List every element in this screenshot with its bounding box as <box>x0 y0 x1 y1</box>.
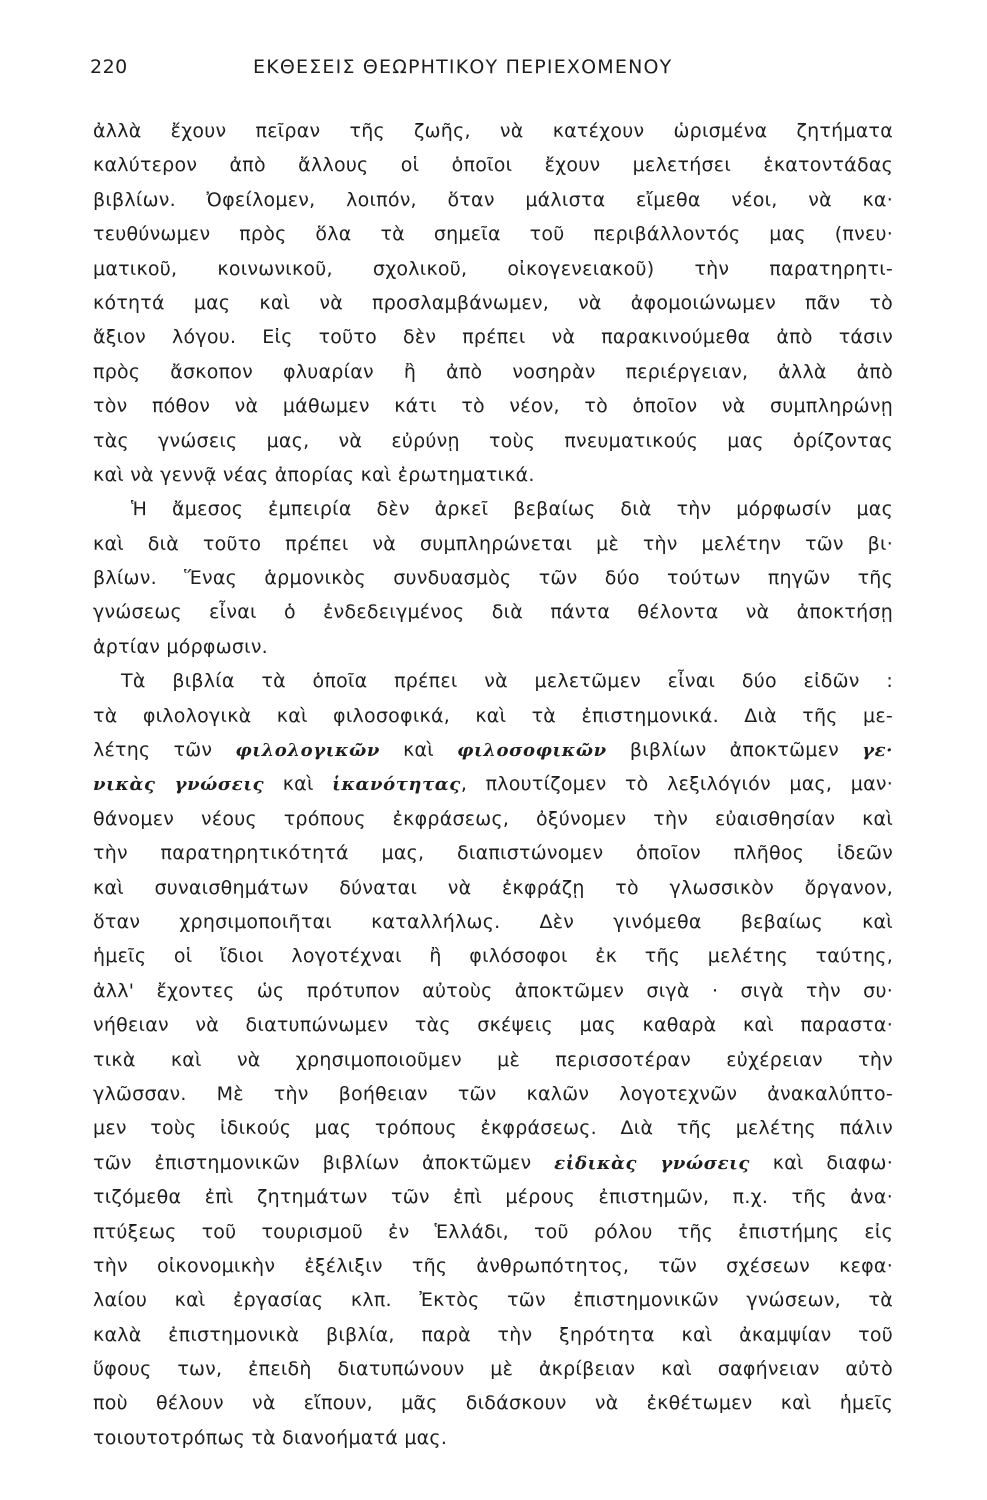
text-line: μεν τοὺς ἰδικούς μας τρόπους ἐκφράσεως. Διὰ τῆς μελέτης πάλιν <box>93 1117 893 1140</box>
text-line: ἄξιον λόγου. Εἰς τοῦτο δὲν πρέπει νὰ παρακινούμεθα ἀπὸ τάσιν <box>93 326 893 349</box>
text-line: καὶ συναισθημάτων δύναται νὰ ἐκφράζῃ τὸ γλωσσικὸν ὄργανον, <box>93 876 893 899</box>
text-line: λαίου καὶ ἐργασίας κλπ. Ἐκτὸς τῶν ἐπιστημονικῶν γνώσεων, τὰ <box>93 1289 893 1312</box>
text-line: ἀρτίαν μόρφωσιν. <box>93 635 268 658</box>
text-line: ματικοῦ, κοινωνικοῦ, σχολικοῦ, οἰκογενειακοῦ) τὴν παρατηρητι- <box>93 257 893 280</box>
text-run: καὶ <box>264 773 333 796</box>
emphasis-text: εἰδικὰς γνώσεις <box>554 1152 750 1174</box>
text-line: Τὰ βιβλία τὰ ὁποῖα πρέπει νὰ μελετῶμεν εἶναι δύο εἰδῶν : <box>121 670 893 693</box>
text-line: τευθύνωμεν πρὸς ὅλα τὰ σημεῖα τοῦ περιβάλλοντός μας (πνευ· <box>93 223 893 246</box>
text-run: τῶν ἐπιστημονικῶν βιβλίων ἀποκτῶμεν <box>93 1151 555 1174</box>
emphasis-text: γε· <box>862 740 893 762</box>
body-text <box>93 114 893 1455</box>
text-line: τικὰ καὶ νὰ χρησιμοποιοῦμεν μὲ περισσοτέραν εὐχέρειαν τὴν <box>93 1048 893 1071</box>
page-number: 220 <box>90 56 128 78</box>
emphasis-text: νικὰς γνώσεις <box>93 774 265 796</box>
text-line: καλὰ ἐπιστημονικὰ βιβλία, παρὰ τὴν ξηρότητα καὶ ἀκαμψίαν τοῦ <box>93 1323 893 1346</box>
text-line: ἡμεῖς οἱ ἴδιοι λογοτέχναι ἢ φιλόσοφοι ἐκ τῆς μελέτης ταύτης, <box>93 945 893 968</box>
text-line: τοιουτοτρόπως τὰ διανοήματά μας. <box>93 1426 448 1449</box>
text-line: γνώσεως εἶναι ὁ ἐνδεδειγμένος διὰ πάντα θέλοντα νὰ ἀποκτήσῃ <box>93 601 893 624</box>
text-line: κότητά μας καὶ νὰ προσλαμβάνωμεν, νὰ ἀφομοιώνωμεν πᾶν τὸ <box>93 291 893 314</box>
text-line: καὶ νὰ γεννᾷ νέας ἀπορίας καὶ ἐρωτηματικά. <box>93 463 535 486</box>
text-line: τὴν οἰκονομικὴν ἐξέλιξιν τῆς ἀνθρωπότητος, τῶν σχέσεων κεφα· <box>93 1254 893 1277</box>
text-line: Ἡ ἄμεσος ἐμπειρία δὲν ἀρκεῖ βεβαίως διὰ τὴν μόρφωσίν μας <box>131 498 893 521</box>
text-line: ὅταν χρησιμοποιῆται καταλλήλως. Δὲν γινόμεθα βεβαίως καὶ <box>93 910 893 933</box>
text-line: θάνομεν νέους τρόπους ἐκφράσεως, ὀξύνομεν τὴν εὐαισθησίαν καὶ <box>93 807 893 830</box>
text-line: τὴν παρατηρητικότητά μας, διαπιστώνομεν ὁποῖον πλῆθος ἰδεῶν <box>93 842 893 865</box>
text-line: βλίων. Ἕνας ἁρμονικὸς συνδυασμὸς τῶν δύο τούτων πηγῶν τῆς <box>93 567 893 590</box>
text-line: γλῶσσαν. Μὲ τὴν βοήθειαν τῶν καλῶν λογοτεχνῶν ἀνακαλύπτο- <box>93 1082 893 1105</box>
text-line: καλύτερον ἀπὸ ἄλλους οἱ ὁποῖοι ἔχουν μελετήσει ἑκατοντάδας <box>93 154 893 177</box>
text-line: ποὺ θέλουν νὰ εἴπουν, μᾶς διδάσκουν νὰ ἐκθέτωμεν καὶ ἡμεῖς <box>93 1392 893 1415</box>
text-run: , πλουτίζομεν τὸ λεξιλόγιόν μας, μαν· <box>460 773 893 796</box>
text-line: τιζόμεθα ἐπὶ ζητημάτων τῶν ἐπὶ μέρους ἐπιστημῶν, π.χ. τῆς ἀνα· <box>93 1186 893 1209</box>
emphasis-text: φιλοσοφικῶν <box>457 740 607 762</box>
text-line: βιβλίων. Ὀφείλομεν, λοιπόν, ὅταν μάλιστα εἴμεθα νέοι, νὰ κα· <box>93 188 893 211</box>
text-line <box>93 767 893 801</box>
emphasis-text: φιλολογικῶν <box>235 740 380 762</box>
running-title: ΕΚΘΕΣΕΙΣ ΘΕΩΡΗΤΙΚΟΥ ΠΕΡΙΕΧΟΜΕΝΟΥ <box>253 56 673 78</box>
text-line: τὰς γνώσεις μας, νὰ εὐρύνῃ τοὺς πνευματικούς μας ὁρίζοντας <box>93 429 893 452</box>
page-header <box>90 56 772 88</box>
text-line <box>93 1146 893 1180</box>
text-line: ὕφους των, ἐπειδὴ διατυπώνουν μὲ ἀκρίβειαν καὶ σαφήνειαν αὐτὸ <box>93 1358 893 1381</box>
text-run: καὶ διαφω· <box>749 1151 893 1174</box>
text-line: ἀλλὰ ἔχουν πεῖραν τῆς ζωῆς, νὰ κατέχουν ὡρισμένα ζητήματα <box>93 120 893 142</box>
text-line: καὶ διὰ τοῦτο πρέπει νὰ συμπληρώνεται μὲ τὴν μελέτην τῶν βι· <box>93 532 893 555</box>
text-run: λέτης τῶν <box>93 739 236 762</box>
text-line <box>93 733 893 767</box>
text-line: τὰ φιλολογικὰ καὶ φιλοσοφικά, καὶ τὰ ἐπιστημονικά. Διὰ τῆς με- <box>93 704 893 727</box>
emphasis-text: ἱκανότητας <box>332 774 461 796</box>
text-run: βιβλίων ἀποκτῶμεν <box>606 739 863 762</box>
text-line: ἀλλ' ἔχοντες ὡς πρότυπον αὐτοὺς ἀποκτῶμεν σιγὰ · σιγὰ τὴν συ· <box>93 979 893 1002</box>
text-line: τὸν πόθον νὰ μάθωμεν κάτι τὸ νέον, τὸ ὁποῖον νὰ συμπληρώνῃ <box>93 395 893 418</box>
text-line: πρὸς ἄσκοπον φλυαρίαν ἢ ἀπὸ νοσηρὰν περιέργειαν, ἀλλὰ ἀπὸ <box>93 360 893 383</box>
text-run: καὶ <box>379 739 458 762</box>
text-line: πτύξεως τοῦ τουρισμοῦ ἐν Ἑλλάδι, τοῦ ρόλου τῆς ἐπιστήμης εἰς <box>93 1220 893 1243</box>
text-line: νήθειαν νὰ διατυπώνωμεν τὰς σκέψεις μας καθαρὰ καὶ παραστα· <box>93 1014 893 1037</box>
